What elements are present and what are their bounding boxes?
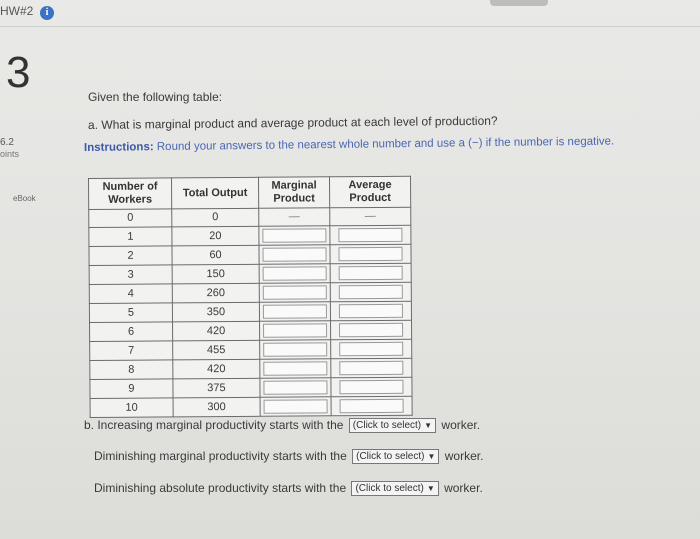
marginal-product-cell bbox=[260, 339, 331, 358]
dash: — bbox=[288, 210, 300, 223]
output-cell: 260 bbox=[172, 283, 259, 303]
assignment-title: HW#2 bbox=[0, 4, 34, 18]
output-cell: 60 bbox=[172, 245, 259, 265]
average-product-input[interactable] bbox=[340, 398, 404, 412]
marginal-product-input[interactable] bbox=[263, 323, 327, 337]
marginal-product-cell bbox=[259, 208, 330, 226]
marginal-product-cell bbox=[260, 358, 331, 377]
output-cell: 20 bbox=[172, 226, 259, 246]
select-label: (Click to select) bbox=[352, 420, 422, 432]
workers-cell: 6 bbox=[90, 321, 173, 341]
average-product-cell bbox=[330, 301, 411, 321]
average-product-cell bbox=[330, 244, 411, 264]
average-product-input[interactable] bbox=[338, 246, 402, 260]
average-product-cell bbox=[331, 377, 412, 397]
increasing-marginal-select[interactable] bbox=[349, 418, 436, 433]
workers-cell: 5 bbox=[89, 302, 172, 322]
output-cell: 375 bbox=[173, 378, 260, 398]
header-marginal-product: Marginal Product bbox=[258, 177, 329, 208]
table-body bbox=[89, 207, 412, 417]
marginal-product-input[interactable] bbox=[263, 304, 327, 318]
output-cell: 350 bbox=[172, 302, 259, 322]
table-row bbox=[89, 225, 411, 246]
marginal-product-cell bbox=[259, 282, 330, 301]
table-row bbox=[89, 207, 411, 227]
workers-cell: 9 bbox=[90, 378, 173, 398]
select-label: (Click to select) bbox=[356, 451, 425, 463]
marginal-product-input[interactable] bbox=[262, 228, 326, 242]
average-product-input[interactable] bbox=[339, 379, 403, 393]
marginal-product-input[interactable] bbox=[263, 285, 327, 299]
average-product-cell bbox=[330, 282, 411, 302]
marginal-product-input[interactable] bbox=[263, 380, 327, 394]
average-product-input[interactable] bbox=[338, 227, 402, 241]
points-label: oints bbox=[0, 149, 20, 159]
part-a-prompt: a. What is marginal product and average product at each level of production? bbox=[87, 113, 498, 132]
average-product-cell bbox=[331, 339, 412, 359]
average-product-input[interactable] bbox=[339, 322, 403, 336]
workers-cell: 10 bbox=[90, 397, 173, 417]
marginal-product-cell bbox=[259, 263, 330, 282]
table-row bbox=[90, 396, 412, 417]
marginal-product-input[interactable] bbox=[263, 361, 327, 375]
average-product-input[interactable] bbox=[339, 341, 403, 355]
table-row bbox=[89, 244, 411, 265]
chevron-down-icon: ▼ bbox=[424, 421, 433, 431]
worker-suffix: worker. bbox=[444, 449, 484, 463]
average-product-cell bbox=[331, 396, 412, 416]
workers-cell: 4 bbox=[89, 283, 172, 303]
info-icon[interactable]: i bbox=[40, 6, 54, 20]
question-number: 3 bbox=[6, 48, 31, 97]
header-average-product: Average Product bbox=[329, 176, 410, 208]
marginal-product-input[interactable] bbox=[264, 399, 328, 413]
marginal-product-cell bbox=[260, 396, 331, 415]
average-product-cell bbox=[330, 263, 411, 283]
production-table bbox=[88, 176, 413, 418]
table-row bbox=[90, 377, 412, 398]
ebook-link[interactable]: eBook bbox=[13, 194, 36, 203]
marginal-product-input[interactable] bbox=[263, 266, 327, 280]
output-cell: 150 bbox=[172, 264, 259, 284]
points-value: 6.2 bbox=[0, 137, 14, 148]
part-b-line-2-text: Diminishing marginal productivity starts with the bbox=[94, 449, 347, 463]
saved-tab bbox=[490, 0, 548, 6]
chevron-down-icon: ▼ bbox=[427, 452, 436, 462]
output-cell: 420 bbox=[173, 359, 260, 379]
instructions bbox=[84, 136, 614, 154]
dash: — bbox=[364, 210, 376, 223]
table-row bbox=[89, 282, 411, 303]
part-b-line-3 bbox=[94, 481, 483, 496]
part-b-line-1 bbox=[84, 418, 480, 433]
average-product-cell bbox=[330, 207, 411, 225]
marginal-product-cell bbox=[259, 244, 330, 263]
average-product-cell bbox=[330, 320, 411, 340]
table-row bbox=[89, 263, 411, 284]
header-workers: Number of Workers bbox=[89, 178, 172, 210]
worker-suffix: worker. bbox=[444, 481, 483, 495]
average-product-input[interactable] bbox=[339, 303, 403, 317]
workers-cell: 7 bbox=[90, 340, 173, 360]
diminishing-absolute-select[interactable] bbox=[351, 481, 438, 496]
average-product-cell bbox=[330, 225, 411, 245]
part-b-line-3-text: Diminishing absolute productivity starts with the bbox=[94, 481, 347, 495]
header-total-output: Total Output bbox=[172, 177, 259, 209]
average-product-input[interactable] bbox=[339, 265, 403, 279]
output-cell: 300 bbox=[173, 397, 260, 417]
question-intro: Given the following table: bbox=[88, 90, 223, 104]
average-product-input[interactable] bbox=[339, 284, 403, 298]
instructions-label: Instructions: bbox=[83, 141, 154, 154]
output-cell: 420 bbox=[173, 321, 260, 341]
table-row bbox=[89, 301, 411, 322]
average-product-cell bbox=[331, 358, 412, 378]
marginal-product-cell bbox=[259, 225, 330, 244]
select-label: (Click to select) bbox=[355, 483, 424, 495]
table-row bbox=[90, 320, 412, 341]
marginal-product-input[interactable] bbox=[263, 342, 327, 356]
chevron-down-icon: ▼ bbox=[426, 484, 435, 494]
output-cell: 0 bbox=[172, 208, 259, 226]
table-row bbox=[90, 339, 412, 360]
worker-suffix: worker. bbox=[441, 418, 481, 432]
workers-cell: 0 bbox=[89, 209, 172, 227]
marginal-product-cell bbox=[260, 320, 331, 339]
workers-cell: 1 bbox=[89, 226, 172, 246]
part-b-line-2 bbox=[94, 449, 483, 464]
output-cell: 455 bbox=[173, 340, 260, 360]
workers-cell: 2 bbox=[89, 245, 172, 265]
instructions-text: Round your answers to the nearest whole number and use a (−) if the number is negative. bbox=[153, 135, 615, 154]
part-b-line-1-text: b. Increasing marginal productivity starts with the bbox=[84, 418, 344, 432]
workers-cell: 8 bbox=[90, 359, 173, 379]
marginal-product-input[interactable] bbox=[262, 247, 326, 261]
average-product-input[interactable] bbox=[339, 360, 403, 374]
workers-cell: 3 bbox=[89, 264, 172, 284]
table-row bbox=[90, 358, 412, 379]
header-divider bbox=[0, 26, 700, 27]
marginal-product-cell bbox=[260, 377, 331, 396]
marginal-product-cell bbox=[259, 301, 330, 320]
diminishing-marginal-select[interactable] bbox=[352, 449, 439, 464]
